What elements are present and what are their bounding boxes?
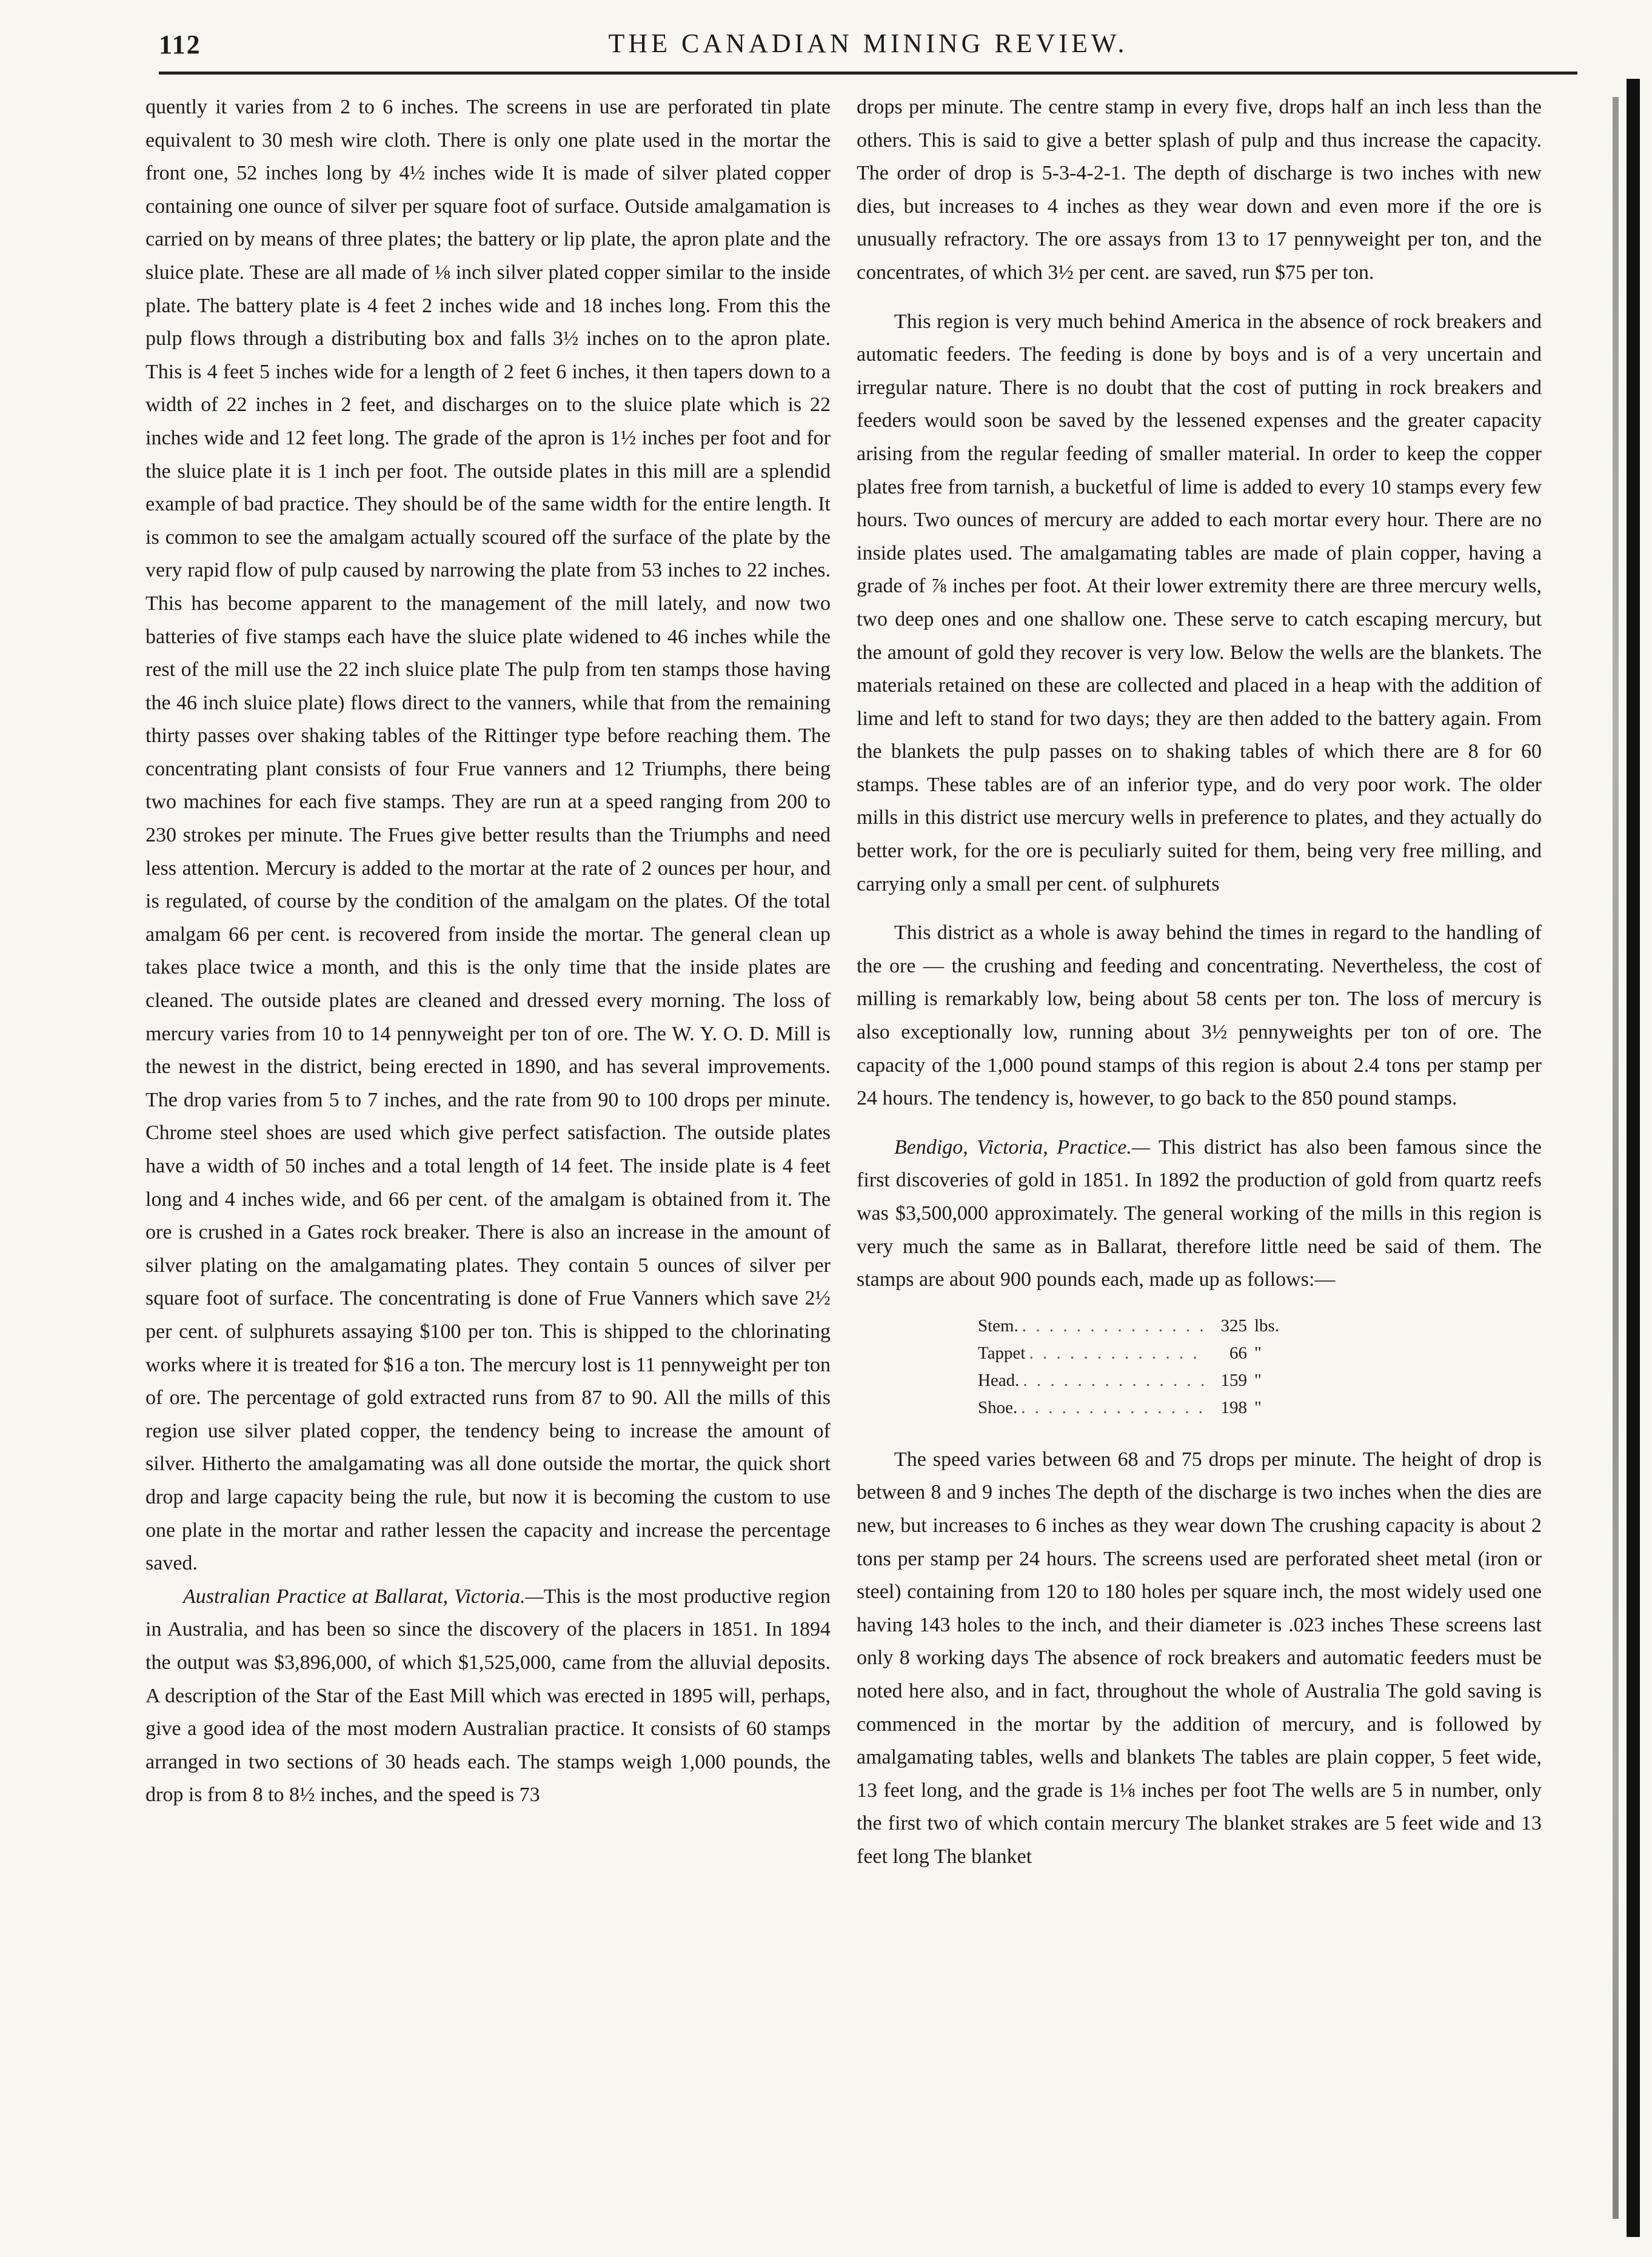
stamp-weights-table	[978, 1312, 1542, 1422]
weight-unit: "	[1254, 1370, 1262, 1390]
weight-row	[978, 1312, 1293, 1340]
right-paragraph-5: The speed varies between 68 and 75 drops per minute. The height of drop is between 8 and 9 inches The depth of the discharge is two inches when the dies are new, but increases to 6 inches as they wear down The crushing capacity is about 2 tons per stamp per 24 hours. The screens used are perforated sheet metal (iron or steel) containing from 120 to 180 holes per square inch, the most widely used one having 143 holes to the inch, and their diameter is .023 inches These screens last only 8 working days The absence of rock breakers and automatic feeders must be noted here also, and in fact, throughout the whole of Australia The gold saving is commenced in the mortar by the addition of mercury, and is followed by amalgamating tables, wells and blankets The tables are plain copper, 5 feet wide, 13 feet long, and the grade is 1⅛ inches per foot The wells are 5 in number, only the first two of which contain mercury The blanket strakes are 5 feet wide and 13 feet long The blanket	[857, 1448, 1542, 1868]
scan-edge-shadow	[1613, 97, 1619, 2219]
left-paragraph-1: quently it varies from 2 to 6 inches. The screens in use are perforated tin plate equivalent to 30 mesh wire cloth. There is only one plate used in the mortar the front one, 52 inches long by 4½ inches wide It is made of silver plated copper containing one ounce of silver per square foot of surface. Outside amalgamation is carried on by means of three plates; the battery or lip plate, the apron plate and the sluice plate. These are all made of ⅛ inch silver plated copper similar to the inside plate. The battery plate is 4 feet 2 inches wide and 18 inches long. From this the pulp flows through a distributing box and falls 3½ inches on to the apron plate. This is 4 feet 5 inches wide for a length of 2 feet 6 inches, it then tapers down to a width of 22 inches in 2 feet, and discharges on to the sluice plate which is 22 inches wide and 12 feet long. The grade of the apron is 1½ inches per foot and for the sluice plate it is 1 inch per foot. The outside plates in this mill are a splendid example of bad practice. They should be of the same width for the entire length. It is common to see the amalgam actually scoured off the surface of the plate by the very rapid flow of pulp caused by narrowing the plate from 53 inches to 22 inches. This has become apparent to the management of the mill lately, and now two batteries of five stamps each have the sluice plate widened to 46 inches while the rest of the mill use the 22 inch sluice plate The pulp from ten stamps those having the 46 inch sluice plate) flows direct to the vanners, while that from the remaining thirty passes over shaking tables of the Rittinger type before reaching them. The concentrating plant consists of four Frue vanners and 12 Triumphs, there being two machines for each five stamps. They are run at a speed ranging from 200 to 230 strokes per minute. The Frues give better results than the Triumphs and need less attention. Mercury is added to the mortar at the rate of 2 ounces per hour, and is regulated, of course by the condition of the amalgam on the plates. Of the total amalgam 66 per cent. is recovered from inside the mortar. The general clean up takes place twice a month, and this is the only time that the inside plates are cleaned. The outside plates are cleaned and dressed every morning. The loss of mercury varies from 10 to 14 pennyweight per ton of ore. The W. Y. O. D. Mill is the newest in the district, being erected in 1890, and has several improvements. The drop varies from 5 to 7 inches, and the rate from 90 to 100 drops per minute. Chrome steel shoes are used which give perfect satisfaction. The outside plates have a width of 50 inches and a total length of 14 feet. The inside plate is 4 feet long and 4 inches wide, and 66 per cent. of the amalgam is obtained from it. The ore is crushed in a Gates rock breaker. There is also an increase in the amount of silver plating on the amalgamating plates. They contain 5 ounces of silver per square foot of surface. The concentrating is done of Frue Vanners which save 2½ per cent. of sulphurets assaying $100 per ton. This is shipped to the chlorinating works where it is treated for $16 a ton. The mercury lost is 11 pennyweight per ton of ore. The percentage of gold extracted runs from 87 to 90. All the mills of this region use silver plated copper, the tendency being to increase the amount of silver. Hitherto the amalgamating was all done outside the mortar, the quick short drop and large capacity being the rule, but now it is becoming the custom to use one plate in the mortar and rather lessen the capacity and increase the percentage saved.	[145, 96, 831, 1575]
weight-part: Stem.	[978, 1316, 1018, 1336]
right-paragraph-4	[857, 1131, 1542, 1297]
right-paragraph-2: This region is very much behind America in the absence of rock breakers and automatic feeders. The feeding is done by boys and is of a very uncertain and irregular nature. There is no doubt that the cost of putting in rock breakers and feeders would soon be saved by the lessened expenses and the greater capacity arising from the regular feeding of smaller material. In order to keep the copper plates free from tarnish, a bucketful of lime is added to every 10 stamps every few hours. Two ounces of mercury are added to each mortar every hour. There are no inside plates used. The amalgamating tables are made of plain copper, having a grade of ⅞ inches per foot. At their lower extremity there are three mercury wells, two deep ones and one shallow one. These serve to catch escaping mercury, but the amount of gold they recover is very low. Below the wells are the blankets. The materials retained on these are collected and placed in a heap with the addition of lime and left to stand for two days; they are then added to the battery again. From the blankets the pulp passes on to shaking tables of which there are 8 for 60 stamps. These tables are of an inferior type, and do very poor work. The older mills in this district use mercury wells in preference to plates, and they actually do better work, for the ore is peculiarly suited for them, being very free milling, and carrying only a small per cent. of sulphurets	[857, 310, 1542, 895]
weight-row	[978, 1367, 1293, 1394]
scan-edge-bar	[1627, 79, 1640, 2237]
weight-value: 159	[1220, 1370, 1247, 1390]
ballarat-section-heading: Australian Practice at Ballarat, Victoria.—	[183, 1585, 544, 1608]
weight-unit: "	[1254, 1397, 1262, 1417]
bendigo-section-heading: Bendigo, Victoria, Practice.—	[894, 1135, 1151, 1159]
page-header	[159, 24, 1577, 68]
right-column	[857, 91, 1542, 1874]
header-rule	[159, 72, 1577, 75]
weight-part: Tappet	[978, 1343, 1026, 1363]
weight-value: 66	[1229, 1343, 1247, 1363]
weight-unit: lbs.	[1254, 1316, 1280, 1336]
weight-unit: "	[1254, 1343, 1262, 1363]
left-paragraph-2	[145, 1580, 831, 1812]
weight-value: 198	[1220, 1397, 1247, 1417]
right-paragraph-1: drops per minute. The centre stamp in every five, drops half an inch less than the others. This is said to give a better splash of pulp and thus increase the capacity. The order of drop is 5-3-4-2-1. The depth of discharge is two inches with new dies, but increases to 4 inches as they wear down and even more if the ore is unusually refractory. The ore assays from 13 to 17 pennyweight per ton, and the concentrates, of which 3½ per cent. are saved, run $75 per ton.	[857, 96, 1542, 284]
weight-row	[978, 1340, 1293, 1367]
weight-value: 325	[1220, 1316, 1247, 1336]
right-paragraph-3: This district as a whole is away behind the times in regard to the handling of the ore — the crushing and feeding and concentrating. Nevertheless, the cost of milling is remarkably low, being about 58 cents per ton. The loss of mercury is also exceptionally low, running about 3½ pennyweights per ton of ore. The capacity of the 1,000 pound stamps of this region is about 2.4 tons per stamp per 24 hours. The tendency is, however, to go back to the 850 pound stamps.	[857, 921, 1542, 1110]
ballarat-section-text: This is the most productive region in Australia, and has been so since the discovery of the placers in 1851. In 1894 the output was $3,896,000, of which $1,525,000, came from the alluvial deposits. A description of the Star of the East Mill which was erected in 1895 will, perhaps, give a good idea of the most modern Australian practice. It consists of 60 stamps arranged in two sections of 30 heads each. The stamps weigh 1,000 pounds, the drop is from 8 to 8½ inches, and the speed is 73	[145, 1585, 831, 1807]
weight-part: Head.	[978, 1370, 1020, 1390]
bendigo-section-text: This district has also been famous since the first discoveries of gold in 1851. In 1892 the production of gold from quartz reefs was $3,500,000 approximately. The general working of the mills in this region is very much the same as in Ballarat, therefore little need be said of them. The stamps are about 900 pounds each, made up as follows:—	[857, 1135, 1542, 1291]
page-number: 112	[159, 30, 201, 59]
left-column	[145, 91, 831, 1812]
weight-row	[978, 1394, 1293, 1422]
journal-title: THE CANADIAN MINING REVIEW.	[608, 28, 1128, 58]
weight-part: Shoe.	[978, 1397, 1018, 1417]
